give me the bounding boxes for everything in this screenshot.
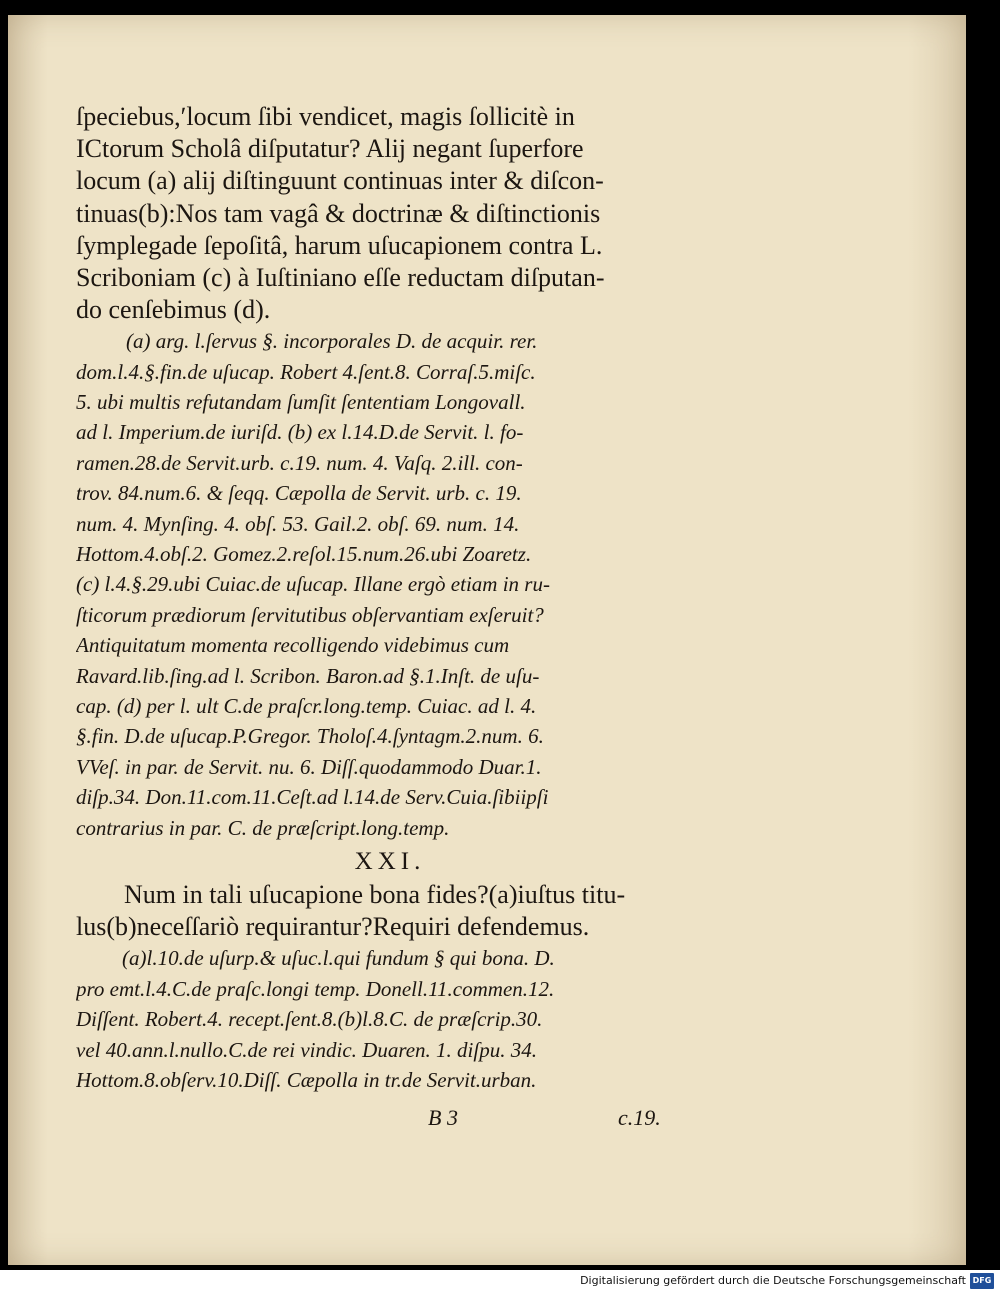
- page-footer: [76, 1099, 704, 1139]
- text-line: tinuas(b):Nos tam vagâ & doctrinæ & diſtinctionis: [76, 198, 601, 228]
- note-line: contrarius in par. C. de præſcript.long.temp.: [76, 815, 450, 840]
- page-text: [76, 101, 704, 1139]
- note-line: vel 40.ann.l.nullo.C.de rei vindic. Duaren. 1. diſpu. 34.: [76, 1037, 537, 1062]
- dfg-logo-icon: DFG: [970, 1273, 994, 1289]
- note-line: ad l. Imperium.de iuriſd. (b) ex l.14.D.de Servit. l. fo-: [76, 420, 524, 445]
- book-page: [8, 15, 966, 1265]
- main-paragraph-2: [76, 879, 704, 943]
- note-line: pro emt.l.4.C.de praſc.longi temp. Donell.11.commen.12.: [76, 976, 555, 1001]
- note-line: Ravard.lib.ſing.ad l. Scribon. Baron.ad §.1.Inſt. de uſu-: [76, 663, 540, 688]
- text-line: Num in tali uſucapione bona fides?(a)iuſtus titu-: [124, 879, 626, 909]
- note-line: 5. ubi multis refutandam ſumſit ſententiam Longovall.: [76, 390, 526, 415]
- footnotes-block-1: [76, 326, 704, 843]
- note-line: cap. (d) per l. ult C.de praſcr.long.temp. Cuiac. ad l. 4.: [76, 694, 537, 718]
- text-line: lus(b)neceſſariò requirantur?Requiri defendemus.: [76, 912, 590, 942]
- text-line: ICtorum Scholâ diſputatur? Alij negant ſuperfore: [76, 134, 584, 164]
- footnotes-block-2: [76, 943, 704, 1095]
- note-line: dom.l.4.§.fin.de uſucap. Robert 4.ſent.8. Corraſ.5.miſc.: [76, 359, 536, 384]
- funding-credit: Digitalisierung gefördert durch die Deutsche Forschungsgemeinschaft: [580, 1274, 966, 1287]
- signature-mark: B 3: [428, 1105, 458, 1131]
- text-line: locum (a) alij diſtinguunt continuas inter & diſcon-: [76, 166, 604, 196]
- text-line: do cenſebimus (d).: [76, 295, 271, 325]
- note-line: VVeſ. in par. de Servit. nu. 6. Diſſ.quodammodo Duar.1.: [76, 754, 542, 779]
- note-line: ſticorum prædiorum ſervitutibus obſervantiam exſeruit?: [76, 602, 544, 627]
- catchword: c.19.: [618, 1105, 661, 1131]
- note-line: Hottom.4.obſ.2. Gomez.2.reſol.15.num.26.ubi Zoaretz.: [76, 542, 532, 567]
- note-line: Diſſent. Robert.4. recept.ſent.8.(b)l.8.C. de præſcrip.30.: [76, 1007, 543, 1032]
- note-line: Hottom.8.obſerv.10.Diſſ. Cæpolla in tr.de Servit.urban.: [76, 1067, 537, 1092]
- section-heading: XXI.: [354, 847, 426, 875]
- text-line: Scriboniam (c) à Iuſtiniano eſſe reductam diſputan-: [76, 262, 605, 292]
- note-line: ramen.28.de Servit.urb. c.19. num. 4. Vaſq. 2.ill. con-: [76, 450, 523, 475]
- note-line: trov. 84.num.6. & ſeqq. Cæpolla de Servit. urb. c. 19.: [76, 481, 522, 506]
- note-line: Antiquitatum momenta recolligendo videbimus cum: [76, 633, 510, 658]
- credit-bar: [0, 1270, 1000, 1293]
- note-line: §.fin. D.de uſucap.P.Gregor. Tholoſ.4.ſyntagm.2.num. 6.: [76, 724, 544, 749]
- note-line: num. 4. Mynſing. 4. obſ. 53. Gail.2. obſ. 69. num. 14.: [76, 511, 520, 536]
- text-line: ſymplegade ſepoſitâ, harum uſucapionem contra L.: [76, 230, 603, 260]
- note-line: (c) l.4.§.29.ubi Cuiac.de uſucap. Illane ergò etiam in ru-: [76, 572, 550, 597]
- text-line: ſpeciebus,ʹlocum ſibi vendicet, magis ſollicitè in: [76, 102, 575, 131]
- note-line: (a)l.10.de uſurp.& uſuc.l.qui fundum § qui bona. D.: [122, 946, 555, 971]
- note-line: (a) arg. l.ſervus §. incorporales D. de acquir. rer.: [126, 329, 538, 354]
- main-paragraph: [76, 101, 704, 326]
- note-line: diſp.34. Don.11.com.11.Ceſt.ad l.14.de Serv.Cuia.ſibiipſi: [76, 785, 549, 810]
